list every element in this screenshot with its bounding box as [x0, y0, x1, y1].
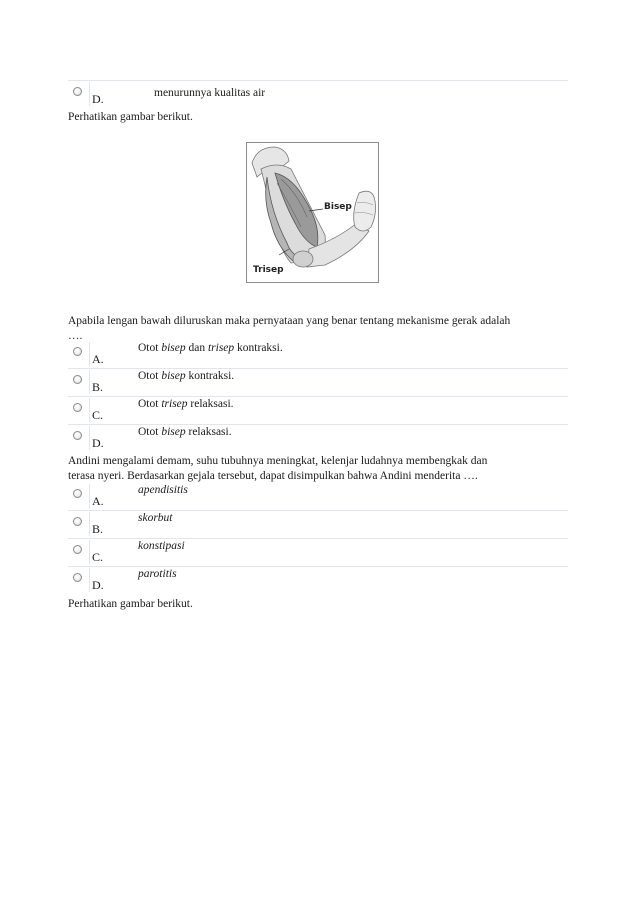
- option-text: [138, 370, 234, 382]
- divider: [89, 82, 90, 106]
- option-letter: B.: [92, 522, 104, 536]
- text-part: dan: [185, 342, 208, 354]
- option-text: parotitis: [138, 568, 177, 580]
- question-text: [68, 454, 568, 484]
- option-text: apendisitis: [138, 484, 188, 496]
- biceps-label: Bisep: [324, 202, 352, 212]
- prev-option-d[interactable]: [68, 80, 568, 108]
- radio-button[interactable]: [73, 87, 82, 96]
- option-letter: C.: [92, 408, 104, 422]
- option-text: [138, 342, 283, 354]
- italic-term: bisep: [161, 342, 186, 354]
- option-letter: A.: [92, 494, 104, 508]
- italic-term: bisep: [161, 370, 186, 382]
- divider: [89, 426, 90, 450]
- option-text: skorbut: [138, 512, 173, 524]
- text-part: Otot: [138, 426, 162, 438]
- q2-option-d[interactable]: [68, 566, 568, 594]
- option-letter: D.: [92, 92, 104, 106]
- divider: [89, 540, 90, 564]
- q1-option-d[interactable]: [68, 424, 568, 452]
- option-letter: A.: [92, 352, 104, 366]
- option-text: [138, 426, 232, 438]
- radio-button[interactable]: [73, 489, 82, 498]
- q1-option-c[interactable]: [68, 396, 568, 424]
- option-text: menurunnya kualitas air: [154, 87, 266, 99]
- option-letter: D.: [92, 436, 104, 450]
- text-part: relaksasi.: [185, 426, 232, 438]
- divider: [89, 342, 90, 366]
- divider: [68, 368, 568, 369]
- option-text: konstipasi: [138, 540, 185, 552]
- q2-option-a[interactable]: [68, 482, 568, 510]
- radio-button[interactable]: [73, 431, 82, 440]
- divider: [89, 512, 90, 536]
- question-intro: Perhatikan gambar berikut.: [68, 598, 193, 610]
- text-part: kontraksi.: [234, 342, 283, 354]
- divider: [89, 484, 90, 508]
- arm-illustration: [247, 143, 378, 282]
- q1-option-b[interactable]: [68, 368, 568, 396]
- option-letter: C.: [92, 550, 104, 564]
- question-line: Apabila lengan bawah diluruskan maka pernyataan yang benar tentang mekanisme gerak adalah: [68, 315, 511, 327]
- option-letter: B.: [92, 380, 104, 394]
- divider: [68, 424, 568, 425]
- italic-term: trisep: [207, 342, 235, 354]
- radio-button[interactable]: [73, 517, 82, 526]
- text-part: Otot: [138, 370, 162, 382]
- radio-button[interactable]: [73, 347, 82, 356]
- divider: [68, 510, 568, 511]
- question-line: ….: [68, 330, 83, 342]
- q2-option-b[interactable]: [68, 510, 568, 538]
- divider: [68, 80, 568, 81]
- radio-button[interactable]: [73, 545, 82, 554]
- italic-term: bisep: [161, 426, 186, 438]
- arm-muscle-figure: [246, 142, 379, 283]
- text-part: Otot: [138, 398, 162, 410]
- triceps-label: Trisep: [253, 265, 284, 275]
- divider: [68, 566, 568, 567]
- question-line: Andini mengalami demam, suhu tubuhnya meningkat, kelenjar ludahnya membengkak dan: [68, 455, 488, 467]
- divider: [68, 396, 568, 397]
- question-intro: Perhatikan gambar berikut.: [68, 111, 193, 123]
- q2-option-c[interactable]: [68, 538, 568, 566]
- radio-button[interactable]: [73, 375, 82, 384]
- divider: [89, 398, 90, 422]
- divider: [89, 370, 90, 394]
- text-part: Otot: [138, 342, 162, 354]
- divider: [68, 538, 568, 539]
- question-line: terasa nyeri. Berdasarkan gejala tersebut, dapat disimpulkan bahwa Andini menderita ….: [68, 470, 478, 482]
- italic-term: trisep: [161, 398, 188, 410]
- option-text: [138, 398, 234, 410]
- text-part: relaksasi.: [187, 398, 234, 410]
- option-letter: D.: [92, 578, 104, 592]
- radio-button[interactable]: [73, 403, 82, 412]
- q1-option-a[interactable]: [68, 340, 568, 368]
- text-part: kontraksi.: [185, 370, 235, 382]
- radio-button[interactable]: [73, 573, 82, 582]
- divider: [89, 568, 90, 592]
